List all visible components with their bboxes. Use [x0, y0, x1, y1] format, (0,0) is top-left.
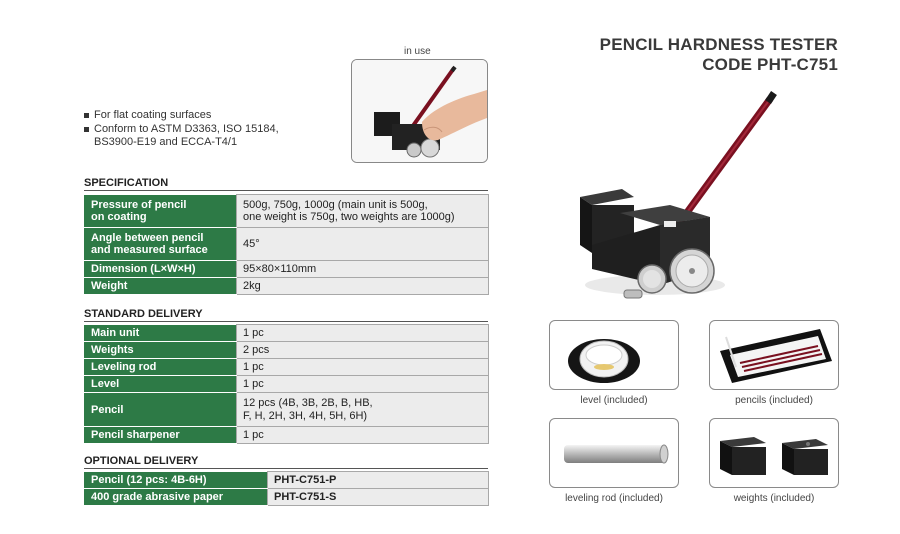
level-caption: level (included)	[580, 395, 648, 406]
bullet-item: For flat coating surfaces	[84, 109, 279, 123]
pencils-image	[709, 320, 839, 390]
product-title	[600, 35, 838, 75]
specification-heading: SPECIFICATION	[84, 177, 488, 191]
table-row	[85, 342, 489, 359]
in-use-photo	[351, 59, 488, 163]
optional-label: 400 grade abrasive paper	[85, 489, 268, 506]
table-row	[85, 228, 489, 261]
main-product-image	[560, 85, 790, 310]
leveling-rod-illustration	[550, 419, 678, 487]
standard-delivery-table	[84, 324, 489, 444]
delivery-label: Pencil sharpener	[85, 427, 237, 444]
spec-label: Pressure of pencil on coating	[85, 195, 237, 228]
spec-value: 500g, 750g, 1000g (main unit is 500g, one weight is 750g, two weights are 1000g)	[237, 195, 489, 228]
optional-code: PHT-C751-P	[268, 472, 489, 489]
weights-image	[709, 418, 839, 488]
level-illustration	[550, 321, 678, 389]
delivery-label: Leveling rod	[85, 359, 237, 376]
table-row	[85, 376, 489, 393]
product-code: CODE PHT-C751	[702, 55, 838, 74]
table-row	[85, 325, 489, 342]
in-use-illustration	[352, 60, 487, 162]
spec-value: 2kg	[237, 278, 489, 295]
spec-label: Dimension (L×W×H)	[85, 261, 237, 278]
table-row	[85, 489, 489, 506]
delivery-value: 1 pc	[237, 325, 489, 342]
delivery-label: Main unit	[85, 325, 237, 342]
standard-delivery-heading: STANDARD DELIVERY	[84, 308, 488, 322]
weights-illustration	[710, 419, 838, 487]
delivery-value: 12 pcs (4B, 3B, 2B, B, HB, F, H, 2H, 3H, 4H, 5H, 6H)	[237, 393, 489, 427]
table-row	[85, 195, 489, 228]
optional-label: Pencil (12 pcs: 4B-6H)	[85, 472, 268, 489]
leveling-rod-image	[549, 418, 679, 488]
delivery-value: 1 pc	[237, 427, 489, 444]
product-title-line1: PENCIL HARDNESS TESTER	[599, 35, 838, 54]
table-row	[85, 278, 489, 295]
delivery-label: Weights	[85, 342, 237, 359]
delivery-label: Pencil	[85, 393, 237, 427]
level-image	[549, 320, 679, 390]
weights-caption: weights (included)	[733, 493, 815, 504]
delivery-value: 2 pcs	[237, 342, 489, 359]
spec-value: 95×80×110mm	[237, 261, 489, 278]
optional-code: PHT-C751-S	[268, 489, 489, 506]
table-row	[85, 427, 489, 444]
bullet-item: Conform to ASTM D3363, ISO 15184,	[84, 123, 279, 137]
pencils-box-illustration	[710, 321, 838, 389]
spec-label: Weight	[85, 278, 237, 295]
bullet-continuation: BS3900-E19 and ECCA-T4/1	[94, 136, 238, 148]
table-row	[85, 359, 489, 376]
spec-label: Angle between pencil and measured surface	[85, 228, 237, 261]
delivery-label: Level	[85, 376, 237, 393]
delivery-value: 1 pc	[237, 359, 489, 376]
pencil-hardness-tester-illustration	[560, 85, 790, 310]
optional-delivery-heading: OPTIONAL DELIVERY	[84, 455, 488, 469]
specification-table	[84, 194, 489, 295]
in-use-caption: in use	[404, 46, 431, 57]
leveling-rod-caption: leveling rod (included)	[565, 493, 663, 504]
pencils-caption: pencils (included)	[735, 395, 813, 406]
delivery-value: 1 pc	[237, 376, 489, 393]
table-row	[85, 472, 489, 489]
spec-value: 45°	[237, 228, 489, 261]
optional-delivery-table	[84, 471, 489, 506]
feature-bullets	[84, 109, 279, 150]
table-row	[85, 261, 489, 278]
table-row	[85, 393, 489, 427]
